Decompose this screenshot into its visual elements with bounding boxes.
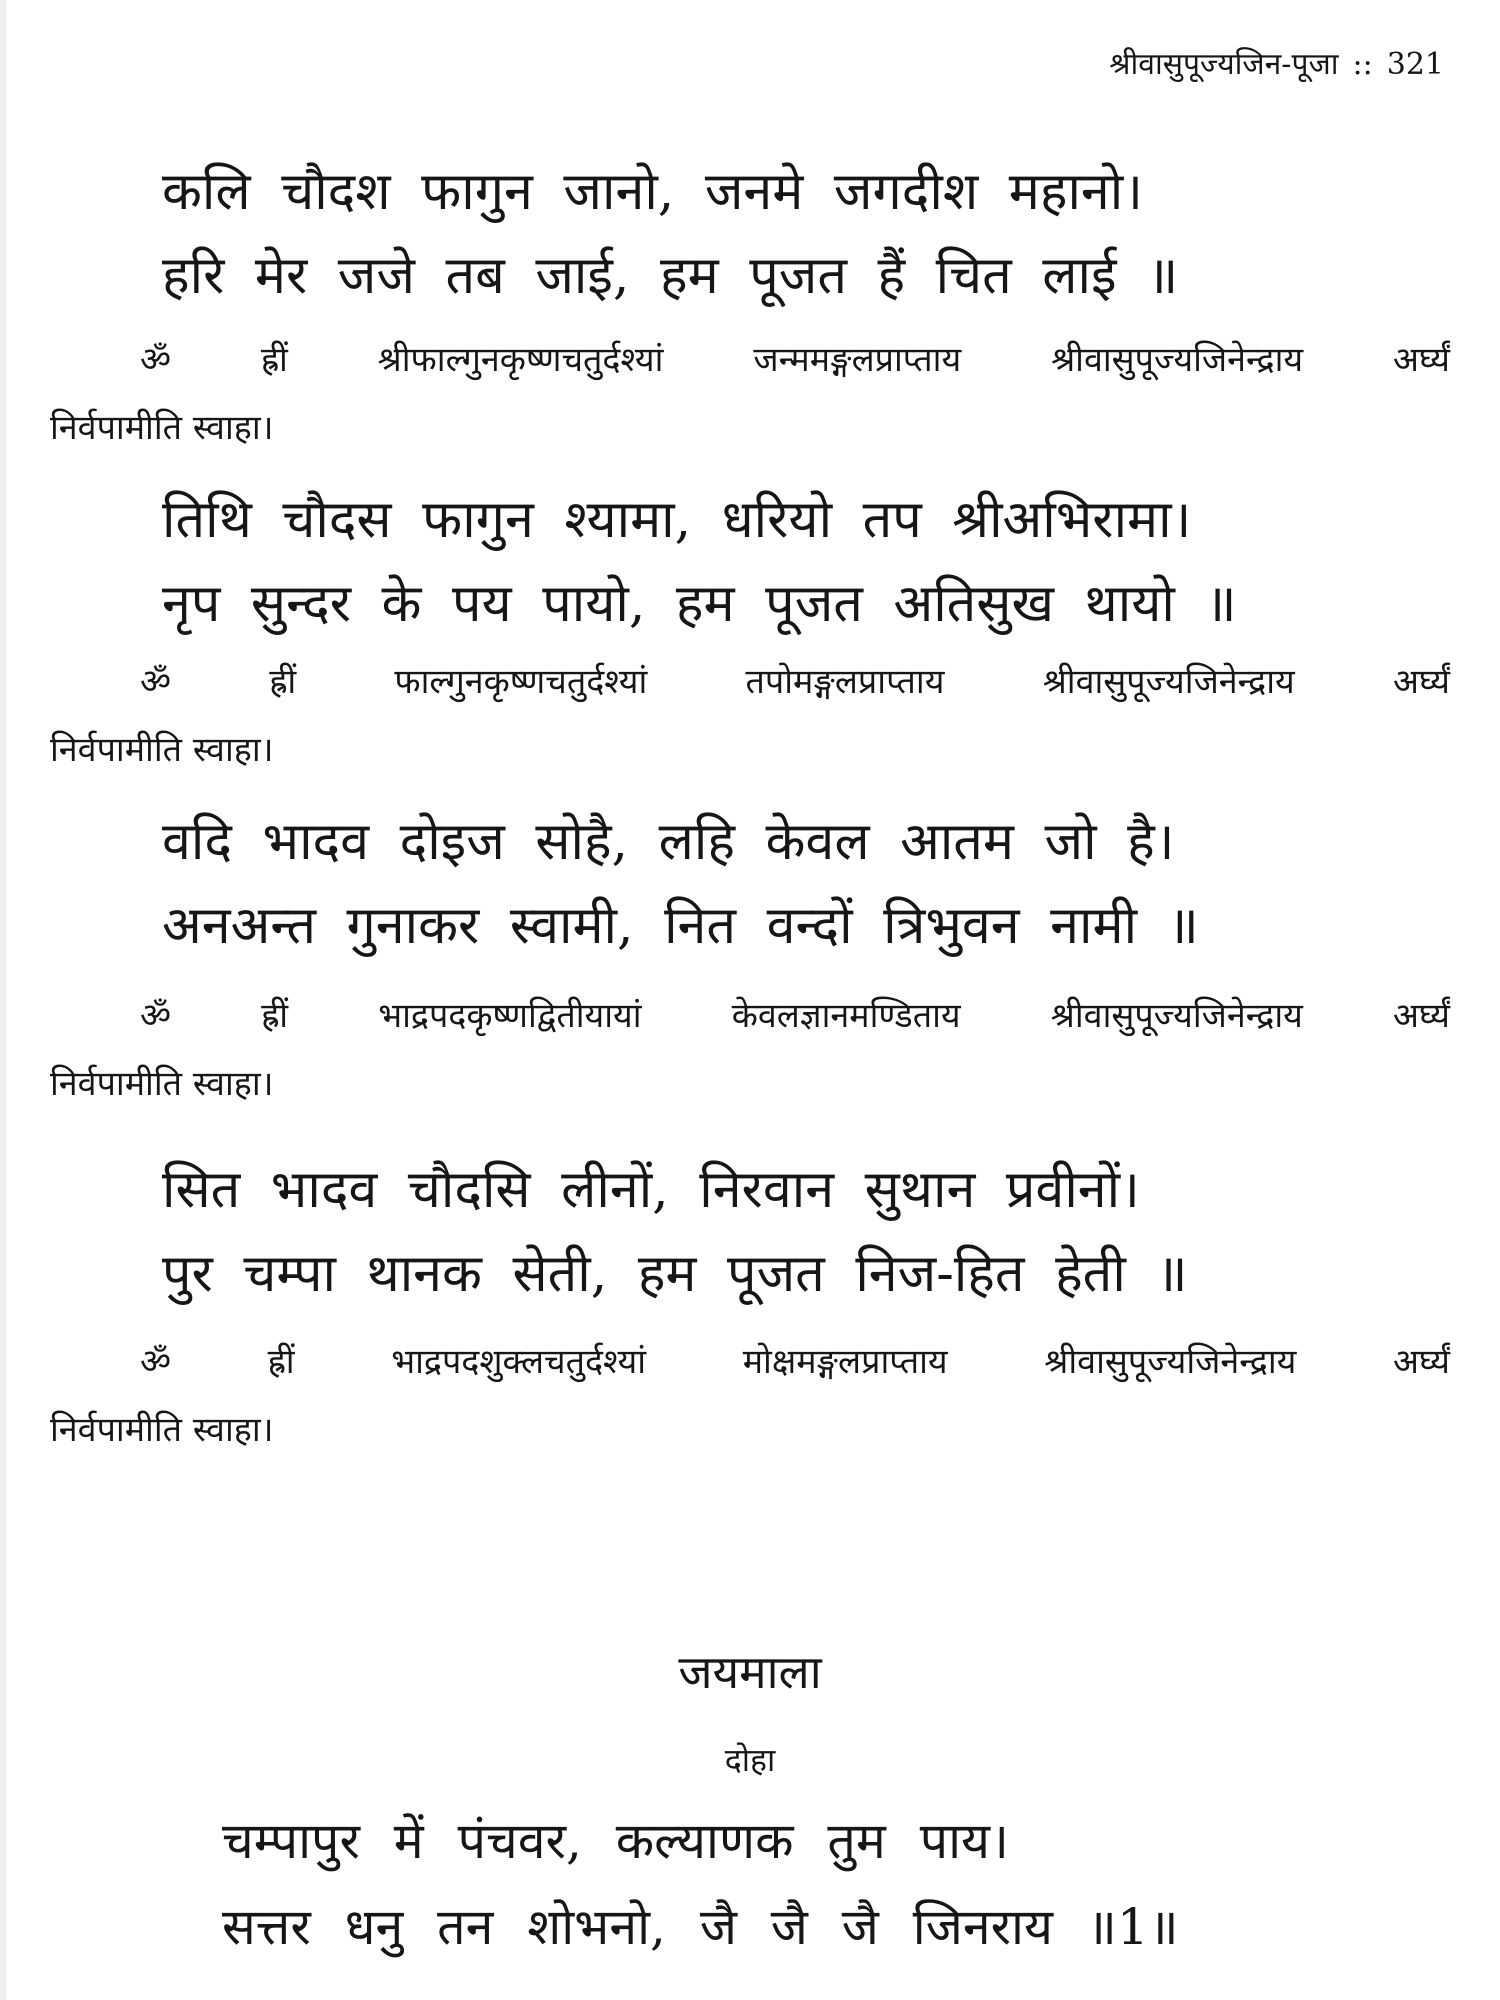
verse-line: पुर चम्पा थानक सेती, हम पूजत निज-हित हेती ॥ — [162, 1244, 1188, 1304]
verse-line: सित भादव चौदसि लीनों, निरवान सुथान प्रवीनों। — [162, 1160, 1140, 1220]
doha-verse — [222, 1798, 1372, 1970]
verse-line: वदि भादव दोइज सोहै, लहि केवल आतम जो है। — [162, 812, 1175, 872]
mantra-line: निर्वपामीति स्वाहा। — [50, 1064, 274, 1104]
mantra-2 — [50, 648, 1450, 784]
mantra-line: निर्वपामीति स्वाहा। — [50, 408, 274, 448]
mantra-3 — [50, 982, 1450, 1118]
mantra-line: ॐ ह्रीं भाद्रपदशुक्लचतुर्दश्यां मोक्षमङ्गलप्राप्ताय श्रीवासुपूज्यजिनेन्द्राय अर्घ्यं — [140, 1342, 1450, 1382]
mantra-line: निर्वपामीति स्वाहा। — [50, 730, 274, 770]
verse-line: तिथि चौदस फागुन श्यामा, धरियो तप श्रीअभिरामा। — [162, 490, 1192, 550]
mantra-line: ॐ ह्रीं श्रीफाल्गुनकृष्णचतुर्दश्यां जन्ममङ्गलप्राप्ताय श्रीवासुपूज्यजिनेन्द्राय अर्घ्यं — [140, 340, 1450, 380]
verse-line: हरि मेर जजे तब जाई, हम पूजत हैं चित लाई ॥ — [162, 246, 1179, 306]
mantra-4 — [50, 1328, 1450, 1464]
page-number: 321 — [1386, 47, 1444, 82]
verse-line: कलि चौदश फागुन जानो, जनमे जगदीश महानो। — [162, 162, 1143, 222]
mantra-line: निर्वपामीति स्वाहा। — [50, 1410, 274, 1450]
verse-3 — [162, 800, 1342, 968]
mantra-line: ॐ ह्रीं फाल्गुनकृष्णचतुर्दश्यां तपोमङ्गलप्राप्ताय श्रीवासुपूज्यजिनेन्द्राय अर्घ्यं — [140, 662, 1450, 702]
verse-line: नृप सुन्दर के पय पायो, हम पूजत अतिसुख थायो ॥ — [162, 574, 1237, 634]
header-title: श्रीवासुपूज्यजिन-पूजा — [1109, 47, 1339, 82]
running-header — [1109, 42, 1444, 83]
section-subtitle: दोहा — [724, 1741, 776, 1779]
section-title: जयमाला — [678, 1645, 822, 1699]
verse-1 — [162, 150, 1342, 318]
verse-2 — [162, 478, 1342, 646]
mantra-1 — [50, 326, 1450, 462]
header-separator: :: — [1352, 47, 1373, 82]
doha-line: चम्पापुर में पंचवर, कल्याणक तुम पाय। — [222, 1812, 1010, 1870]
verse-4 — [162, 1148, 1342, 1316]
verse-line: अनअन्त गुनाकर स्वामी, नित वन्दों त्रिभुवन नामी ॥ — [162, 896, 1199, 956]
doha-line: सत्तर धनु तन शोभनो, जै जै जै जिनराय ॥1॥ — [222, 1898, 1179, 1956]
mantra-line: ॐ ह्रीं भाद्रपदकृष्णद्वितीयायां केवलज्ञानमण्डिताय श्रीवासुपूज्यजिनेन्द्राय अर्घ्यं — [140, 996, 1450, 1036]
